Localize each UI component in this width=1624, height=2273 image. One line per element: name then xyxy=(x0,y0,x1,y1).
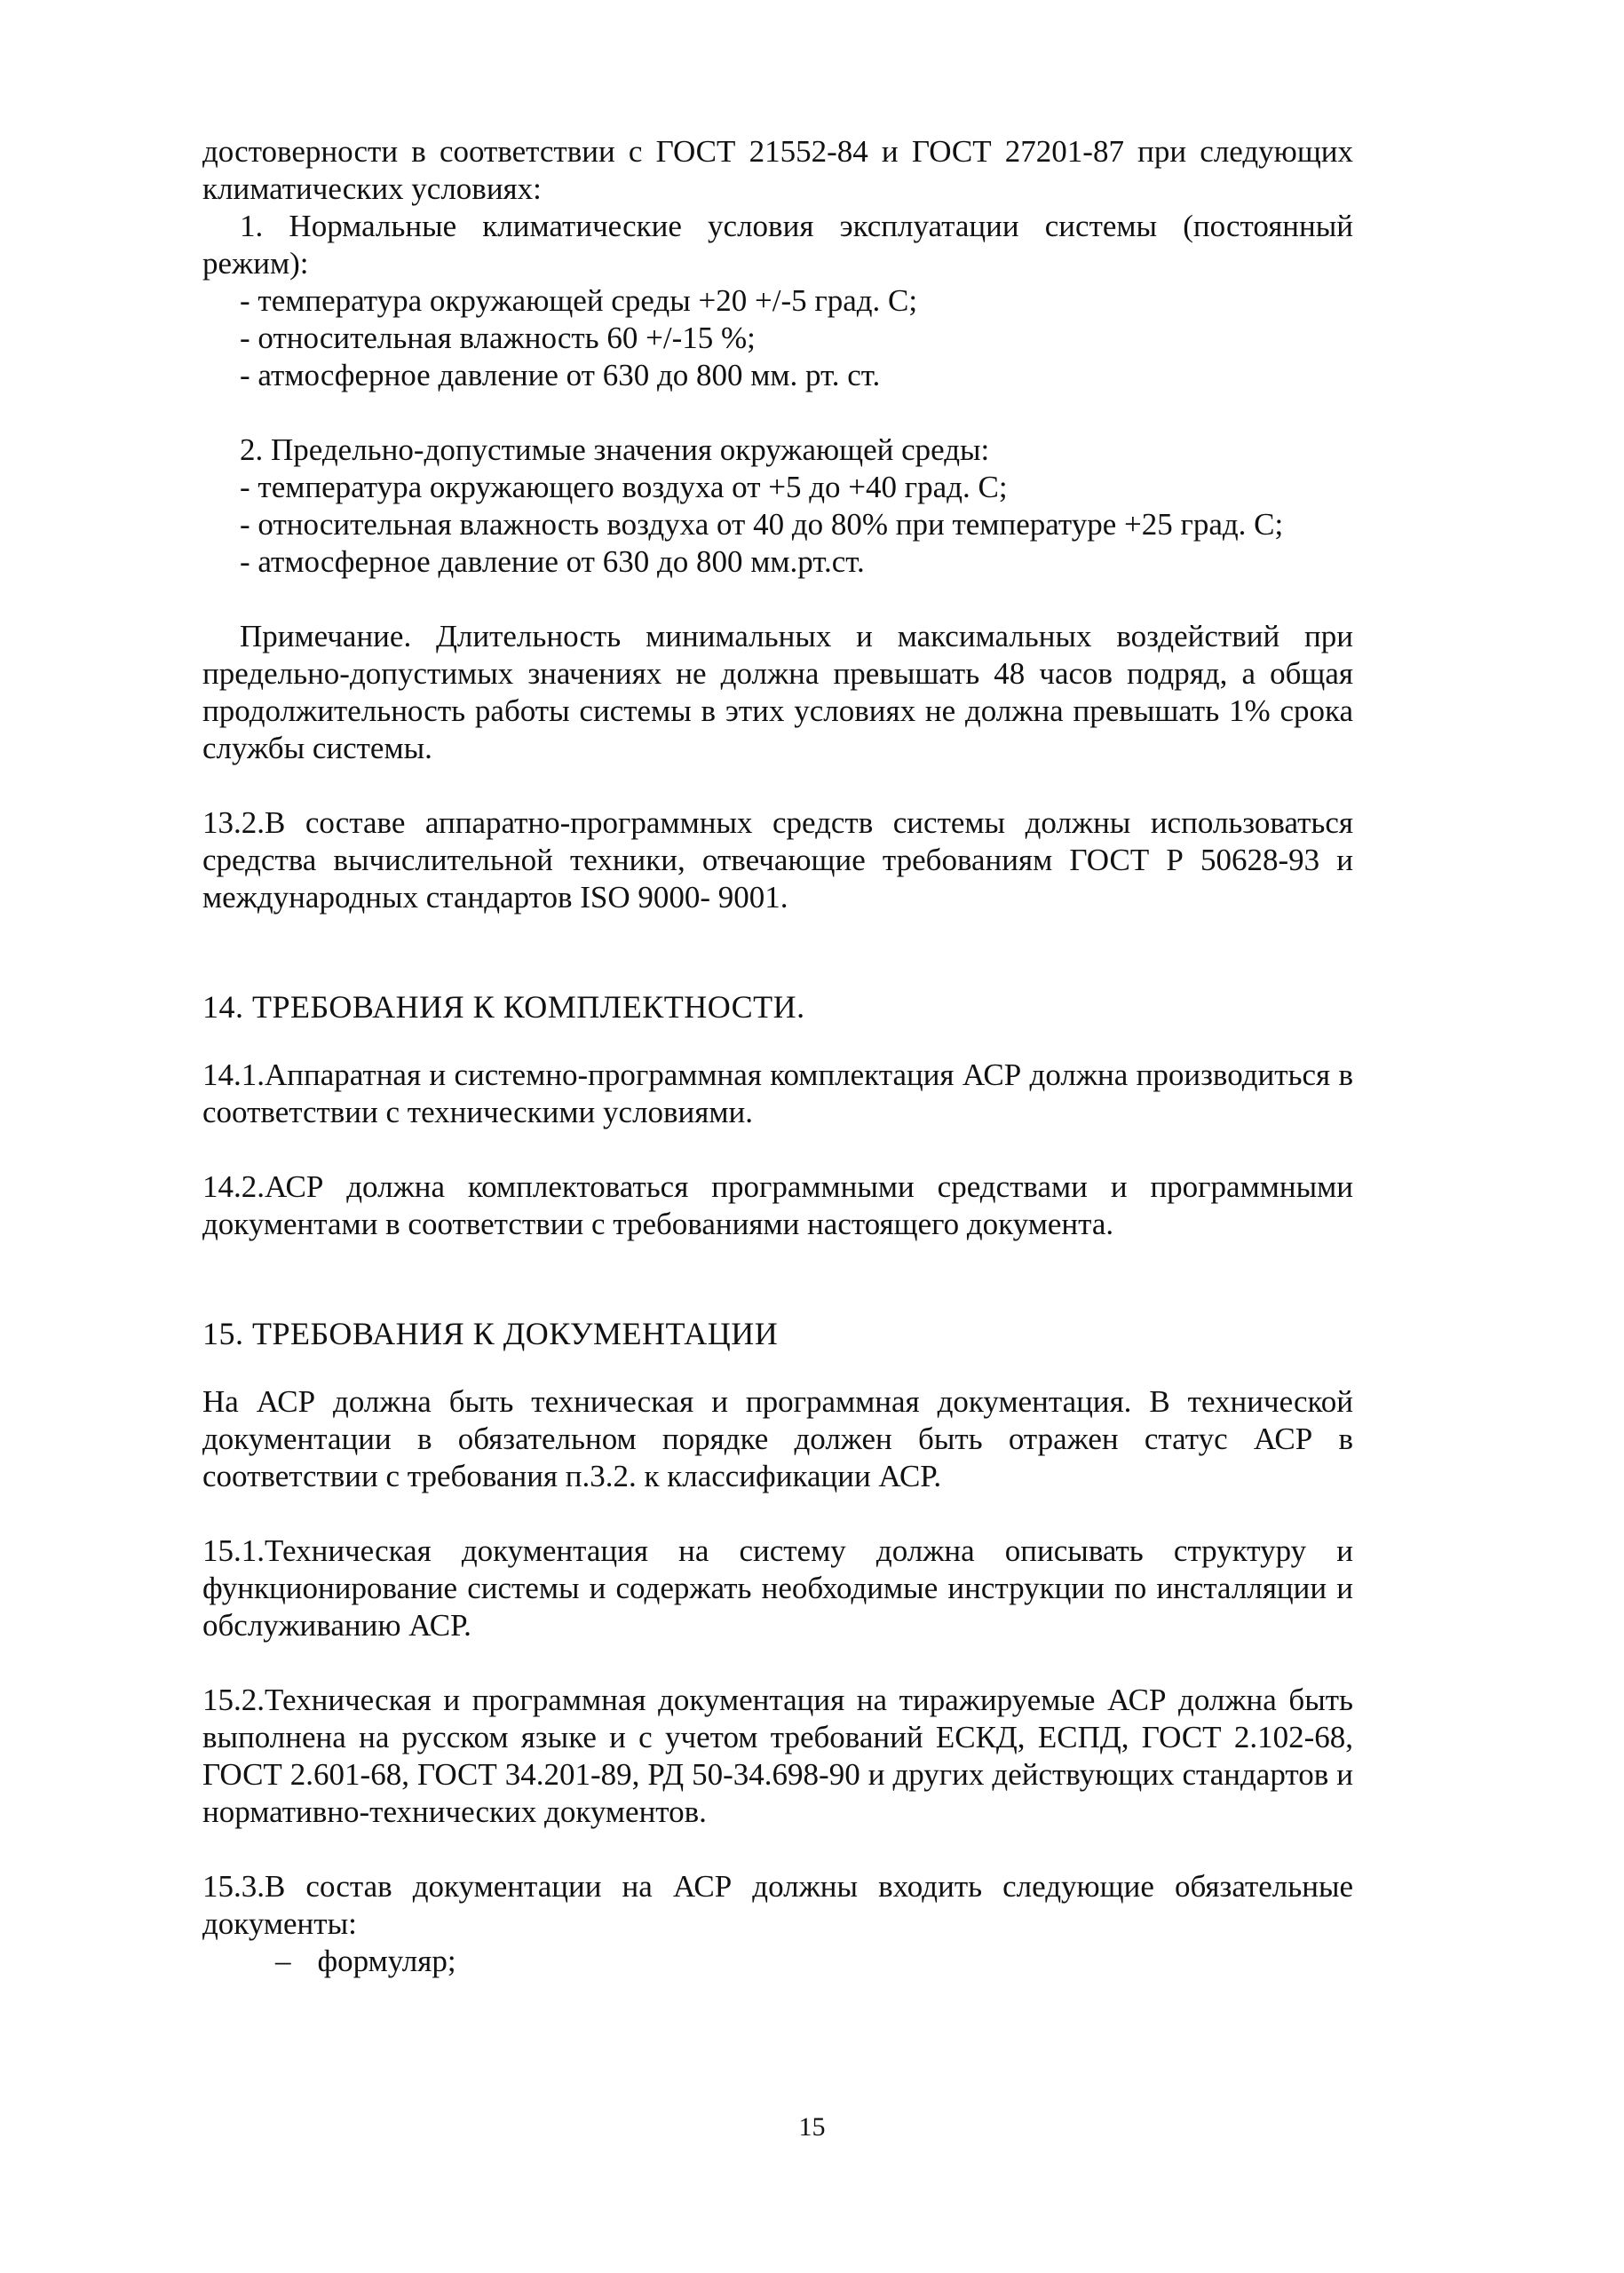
intro-paragraph: достоверности в соответствии с ГОСТ 21552-84 и ГОСТ 27201-87 при следующих климатических условиях: xyxy=(202,134,1353,206)
section-15-intro: На АСР должна быть техническая и программная документация. В технической документации в обязательном порядке должен быть отражен статус АСР в соответствии с требования п.3.2. к классификации АСР. xyxy=(202,1384,1353,1493)
list-item-text: формуляр; xyxy=(317,1944,456,1978)
paragraph-15-2: 15.2.Техническая и программная документация на тиражируемые АСР должна быть выполнена на русском языке и с учетом требований ЕСКД, ЕСПД, ГОСТ 2.102-68, ГОСТ 2.601-68, ГОСТ 34.201-89, РД 50-34.698-90 и других действующих стандартов и нормативно-технических документов. xyxy=(202,1683,1353,1829)
condition-2-item: - относительная влажность воздуха от 40 до 80% при температуре +25 град. С; xyxy=(240,507,1284,542)
condition-1-item: - атмосферное давление от 630 до 800 мм. рт. ст. xyxy=(240,358,881,392)
document-page xyxy=(202,133,1353,1980)
page-number: 15 xyxy=(798,2112,826,2142)
section-15-heading: 15. ТРЕБОВАНИЯ К ДОКУМЕНТАЦИИ xyxy=(202,1316,779,1351)
condition-2-item: - температура окружающего воздуха от +5 до +40 град. С; xyxy=(240,470,1008,504)
condition-1-item: - температура окружающей среды +20 +/-5 град. С; xyxy=(240,283,918,318)
paragraph-13-2: 13.2.В составе аппаратно-программных средств системы должны использоваться средства вычислительной техники, отвечающие требованиям ГОСТ Р 50628-93 и международных стандартов ISO 9000- 9001. xyxy=(202,805,1353,915)
condition-1-title: 1. Нормальные климатические условия эксплуатации системы (постоянный режим): xyxy=(202,209,1353,281)
list-item xyxy=(202,1943,1353,1980)
paragraph-15-3: 15.3.В состав документации на АСР должны входить следующие обязательные документы: xyxy=(202,1869,1353,1941)
paragraph-14-2: 14.2.АСР должна комплектоваться программными средствами и программными документами в соответствии с требованиями настоящего документа. xyxy=(202,1169,1353,1241)
paragraph-14-1: 14.1.Аппаратная и системно-программная комплектация АСР должна производиться в соответствии с техническими условиями. xyxy=(202,1057,1353,1129)
condition-2-item: - атмосферное давление от 630 до 800 мм.рт.ст. xyxy=(240,544,865,579)
list-dash: – xyxy=(275,1944,291,1978)
section-14-heading: 14. ТРЕБОВАНИЯ К КОМПЛЕКТНОСТИ. xyxy=(202,989,805,1025)
paragraph-15-1: 15.1.Техническая документация на систему должна описывать структуру и функционирование системы и содержать необходимые инструкции по инсталляции и обслуживанию АСР. xyxy=(202,1533,1353,1643)
condition-2-title: 2. Предельно-допустимые значения окружающей среды: xyxy=(240,432,990,467)
note-paragraph: Примечание. Длительность минимальных и максимальных воздействий при предельно-допустимых значениях не должна превышать 48 часов подряд, а общая продолжительность работы системы в этих условиях не должна превышать 1% срока службы системы. xyxy=(202,619,1353,765)
condition-1-item: - относительная влажность 60 +/-15 %; xyxy=(240,321,756,355)
